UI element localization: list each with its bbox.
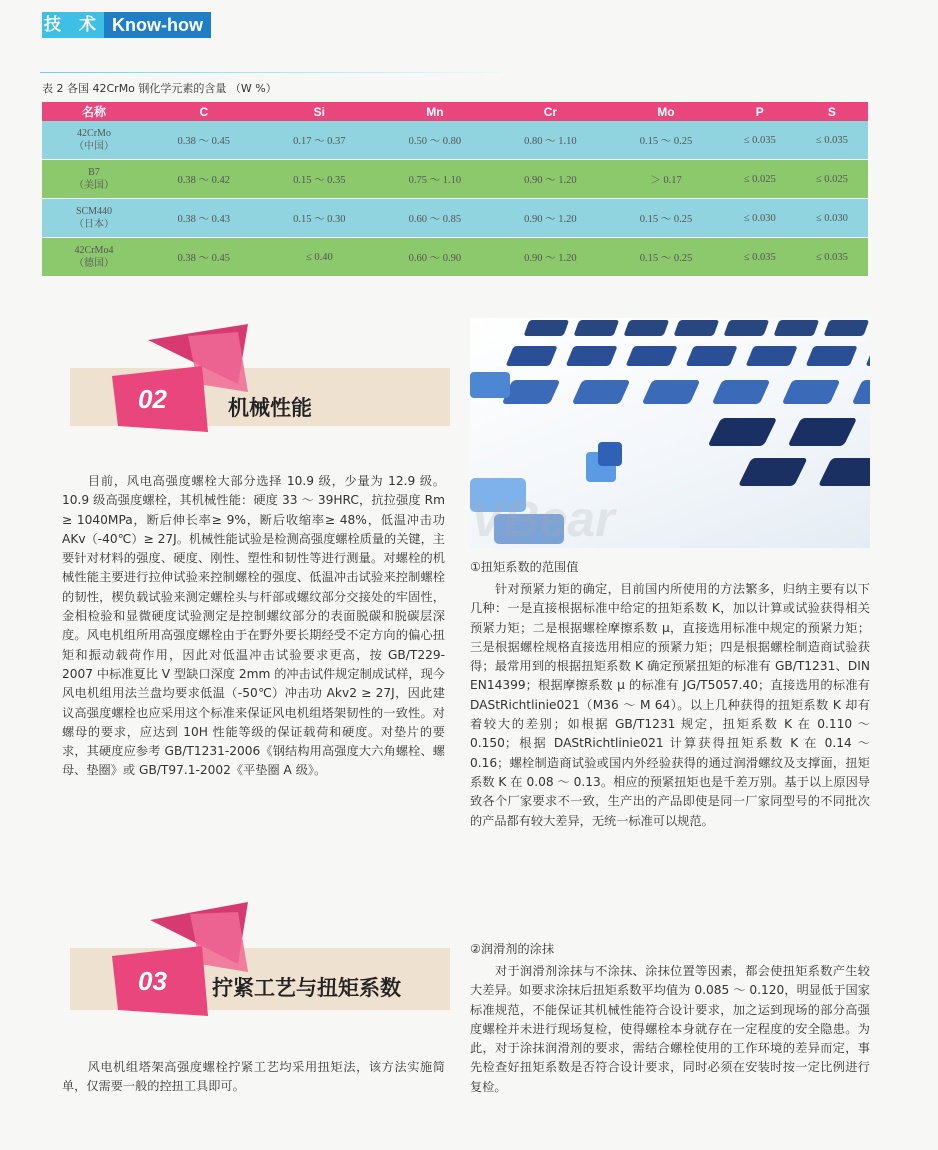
composition-table	[42, 102, 868, 277]
grade-name: 42CrMo4	[74, 245, 114, 256]
table-cell: ≤ 0.030	[796, 199, 868, 238]
table-row	[42, 238, 868, 277]
body-paragraph: 风电机组塔架高强度螺栓拧紧工艺均采用扭矩法，该方法实施简单，仅需要一般的控扭工具即可。	[62, 1060, 445, 1094]
col-header: C	[146, 102, 262, 121]
table-row	[42, 160, 868, 199]
body-paragraph: 针对预紧力矩的确定，目前国内所使用的方法繁多，归纳主要有以下几种：一是直接根据标准中给定的扭矩系数 K，加以计算或试验获得相关预紧力矩；二是根据螺栓摩擦系数 μ，直接选用标准中规定的预紧力矩；三是根据螺栓规格直接选用相应的预紧力矩；四是根据螺栓制造商试验获得；最常用到的根据扭矩系数 K 确定预紧扭矩的标准有 GB/T1231、DIN EN14399；根据摩擦系数 μ 的标准有 JG/T5057.40；直接选用的标准有 DAStRichtlinie021（M36 ～ M 64）。以上几种获得的扭矩系数 K 却有着较大的差别；如根据 GB/T1231 规定，扭矩系数 K 在 0.110 ～ 0.150；根据 DAStRichtlinie021 计算获得扭矩系数 K 在 0.14 ～ 0.16；螺栓制造商试验或国内外经验获得的通过润滑螺纹及支撑面，扭矩系数 K 在 0.08 ～ 0.13。相应的预紧扭矩也是千差万别。基于以上原因导致各个厂家要求不一致，生产出的产品即使是同一厂家同型号的不同批次的产品都有较大差异，无统一标准可以规范。	[470, 582, 870, 828]
table-cell: ≤ 0.035	[724, 238, 796, 277]
grade-country: （美国）	[74, 180, 114, 191]
section-number: 02	[138, 384, 167, 414]
table-header-row	[42, 102, 868, 121]
section-number: 03	[138, 966, 167, 996]
grade-cell	[42, 121, 146, 160]
col-header: P	[724, 102, 796, 121]
table-cell: 0.38 ～ 0.43	[146, 199, 262, 238]
col-header: Mo	[608, 102, 724, 121]
table-cell: 0.90 ～ 1.20	[493, 160, 609, 199]
heading-ribbon	[70, 320, 450, 445]
col-header: Si	[262, 102, 378, 121]
table-row	[42, 199, 868, 238]
page-header	[0, 0, 211, 40]
table-cell: ≤ 0.035	[796, 238, 868, 277]
col-header: Cr	[493, 102, 609, 121]
table-cell: 0.38 ～ 0.45	[146, 238, 262, 277]
col-header: 名称	[42, 102, 146, 121]
col-header: Mn	[377, 102, 493, 121]
table-cell: ≤ 0.025	[796, 160, 868, 199]
table-cell: 0.15 ～ 0.25	[608, 199, 724, 238]
table-cell: 0.60 ～ 0.85	[377, 199, 493, 238]
watermark: VBear	[470, 491, 615, 547]
table-cell: ＞ 0.17	[608, 160, 724, 199]
table-cell: 0.17 ～ 0.37	[262, 121, 378, 160]
table-cell: 0.38 ～ 0.45	[146, 121, 262, 160]
col-header: S	[796, 102, 868, 121]
table-cell: 0.75 ～ 1.10	[377, 160, 493, 199]
body-paragraph: 对于润滑剂涂抹与不涂抹、涂抹位置等因素，都会使扭矩系数产生较大差异。如要求涂抹后扭矩系数平均值为 0.085 ～ 0.120，明显低于国家标准规范，不能保证其机械性能符合设计要求，加之运到现场的部分高强度螺栓并未进行现场复检，使得螺栓本身就存在一定程度的安全隐患。为此，对于涂抹润滑剂的要求，需结合螺栓使用的工作环境的差异而定，事先检查好扭矩系数是否符合设计要求，同时必须在安装时按一定比例进行复检。	[470, 964, 870, 1094]
section-tag: 技 术	[42, 12, 104, 38]
table-cell: 0.90 ～ 1.20	[493, 238, 609, 277]
grade-country: （中国）	[74, 141, 114, 152]
table-cell: ≤ 0.030	[724, 199, 796, 238]
column-tag: Know-how	[104, 12, 211, 38]
table-cell: 0.80 ～ 1.10	[493, 121, 609, 160]
table-cell: 0.90 ～ 1.20	[493, 199, 609, 238]
section-heading-02	[70, 320, 450, 445]
grade-cell	[42, 199, 146, 238]
table-cell: 0.38 ～ 0.42	[146, 160, 262, 199]
table-cell: 0.50 ～ 0.80	[377, 121, 493, 160]
grade-name: 42CrMo	[77, 128, 111, 139]
table-cell: ≤ 0.035	[724, 121, 796, 160]
subheading: ①扭矩系数的范围值	[470, 560, 579, 574]
table-cell: 0.60 ～ 0.90	[377, 238, 493, 277]
table-cell: ≤ 0.035	[796, 121, 868, 160]
grade-name: B7	[88, 167, 100, 178]
section-title: 拧紧工艺与扭矩系数	[212, 976, 401, 1000]
grade-name: SCM440	[75, 206, 113, 217]
grade-country: （日本）	[74, 219, 114, 230]
table-cell: ≤ 0.025	[724, 160, 796, 199]
table-row	[42, 121, 868, 160]
heading-ribbon	[70, 898, 450, 1026]
table-cell: 0.15 ～ 0.25	[608, 238, 724, 277]
section-title: 机械性能	[228, 396, 312, 420]
grade-country: （德国）	[74, 258, 114, 269]
table-caption: 表 2 各国 42CrMo 钢化学元素的含量 （W %）	[42, 82, 277, 95]
section-heading-03	[70, 898, 450, 1026]
subheading: ②润滑剂的涂抹	[470, 942, 555, 956]
table-cell: 0.15 ～ 0.30	[262, 199, 378, 238]
table-cell: 0.15 ～ 0.25	[608, 121, 724, 160]
body-paragraph: 目前，风电高强度螺栓大部分选择 10.9 级，少量为 12.9 级。10.9 级高强度螺栓，其机械性能：硬度 33 ～ 39HRC，抗拉强度 Rm ≥ 1040MPa，断后伸长率≥ 9%，断后收缩率≥ 48%，低温冲击功 AKv（-40℃）≥ 27J。机械性能试验是检测高强度螺栓质量的关键，主要针对材料的强度、硬度、刚性、塑性和韧性等进行测量。对螺栓的机械性能主要进行拉伸试验来控制螺栓的强度、低温冲击试验来控制螺栓的韧性，楔负载试验来测定螺栓头与杆部或螺纹部分交接处的牢固性，金相检验和显微硬度试验测定是控制螺纹部分的表面脱碳和脱碳层深度。风电机组所用高强度螺栓由于在野外要长期经受不定方向的偏心扭矩和振动载荷作用，因此对低温冲击试验要求更高，按 GB/T229-2007 中标准夏比 V 型缺口深度 2mm 的冲击试件规定制成试样，现今风电机组用法兰盘均要求低温（-50℃）冲击功 Akv2 ≥ 27J，因此建议高强度螺栓也应采用这个标准来保证风电机组塔架韧性的一致性。对螺母的要求，应达到 10H 性能等级的保证载荷和硬度。对垫片的要求，其硬度应参考 GB/T1231-2006《钢结构用高强度大六角螺栓、螺母、垫圈》或 GB/T97.1-2002《平垫圈 A 级》。	[62, 474, 445, 778]
table-cell: 0.15 ～ 0.35	[262, 160, 378, 199]
table-cell: ≤ 0.40	[262, 238, 378, 277]
grade-cell	[42, 160, 146, 199]
grade-cell	[42, 238, 146, 277]
divider	[40, 72, 500, 73]
